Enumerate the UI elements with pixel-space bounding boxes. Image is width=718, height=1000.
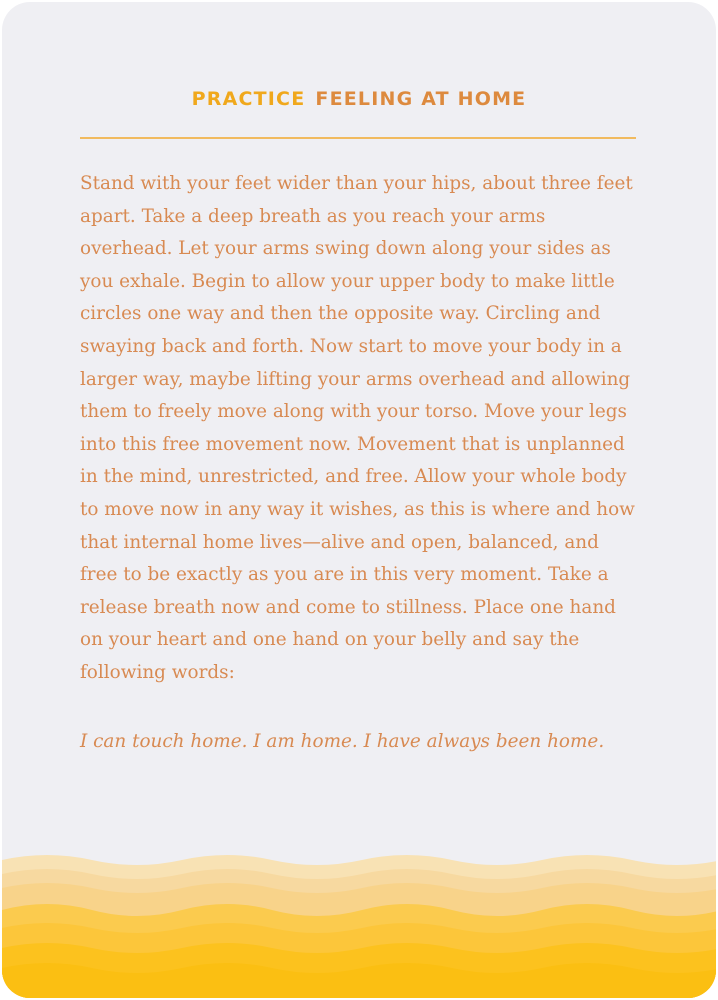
heading-divider bbox=[80, 137, 636, 139]
practice-label: PRACTICE bbox=[191, 88, 306, 110]
practice-title: FEELING AT HOME bbox=[315, 88, 527, 110]
wave-decoration bbox=[2, 848, 716, 998]
card-heading bbox=[2, 88, 716, 110]
practice-instructions: Stand with your feet wider than your hips, about three feet apart. Take a deep breath as you reach your arms overhead. Let your arms swing down along your sides as you exhale. Begin to allow your upper body to make little circles one way and then the opposite way. Circling and swaying back and forth. Now start to move your body in a larger way, maybe lifting your arms overhead and allowing them to freely move along with your torso. Move your legs into this free movement now. Movement that is unplanned in the mind, unrestricted, and free. Allow your whole body to move now in any way it wishes, as this is where and how that internal home lives—alive and open, balanced, and free to be exactly as you are in this very moment. Take a release breath now and come to stillness. Place one hand on your heart and one hand on your belly and say the following words: bbox=[80, 173, 635, 683]
practice-card bbox=[2, 2, 716, 998]
affirmation-text: I can touch home. I am home. I have always been home. bbox=[80, 731, 605, 752]
